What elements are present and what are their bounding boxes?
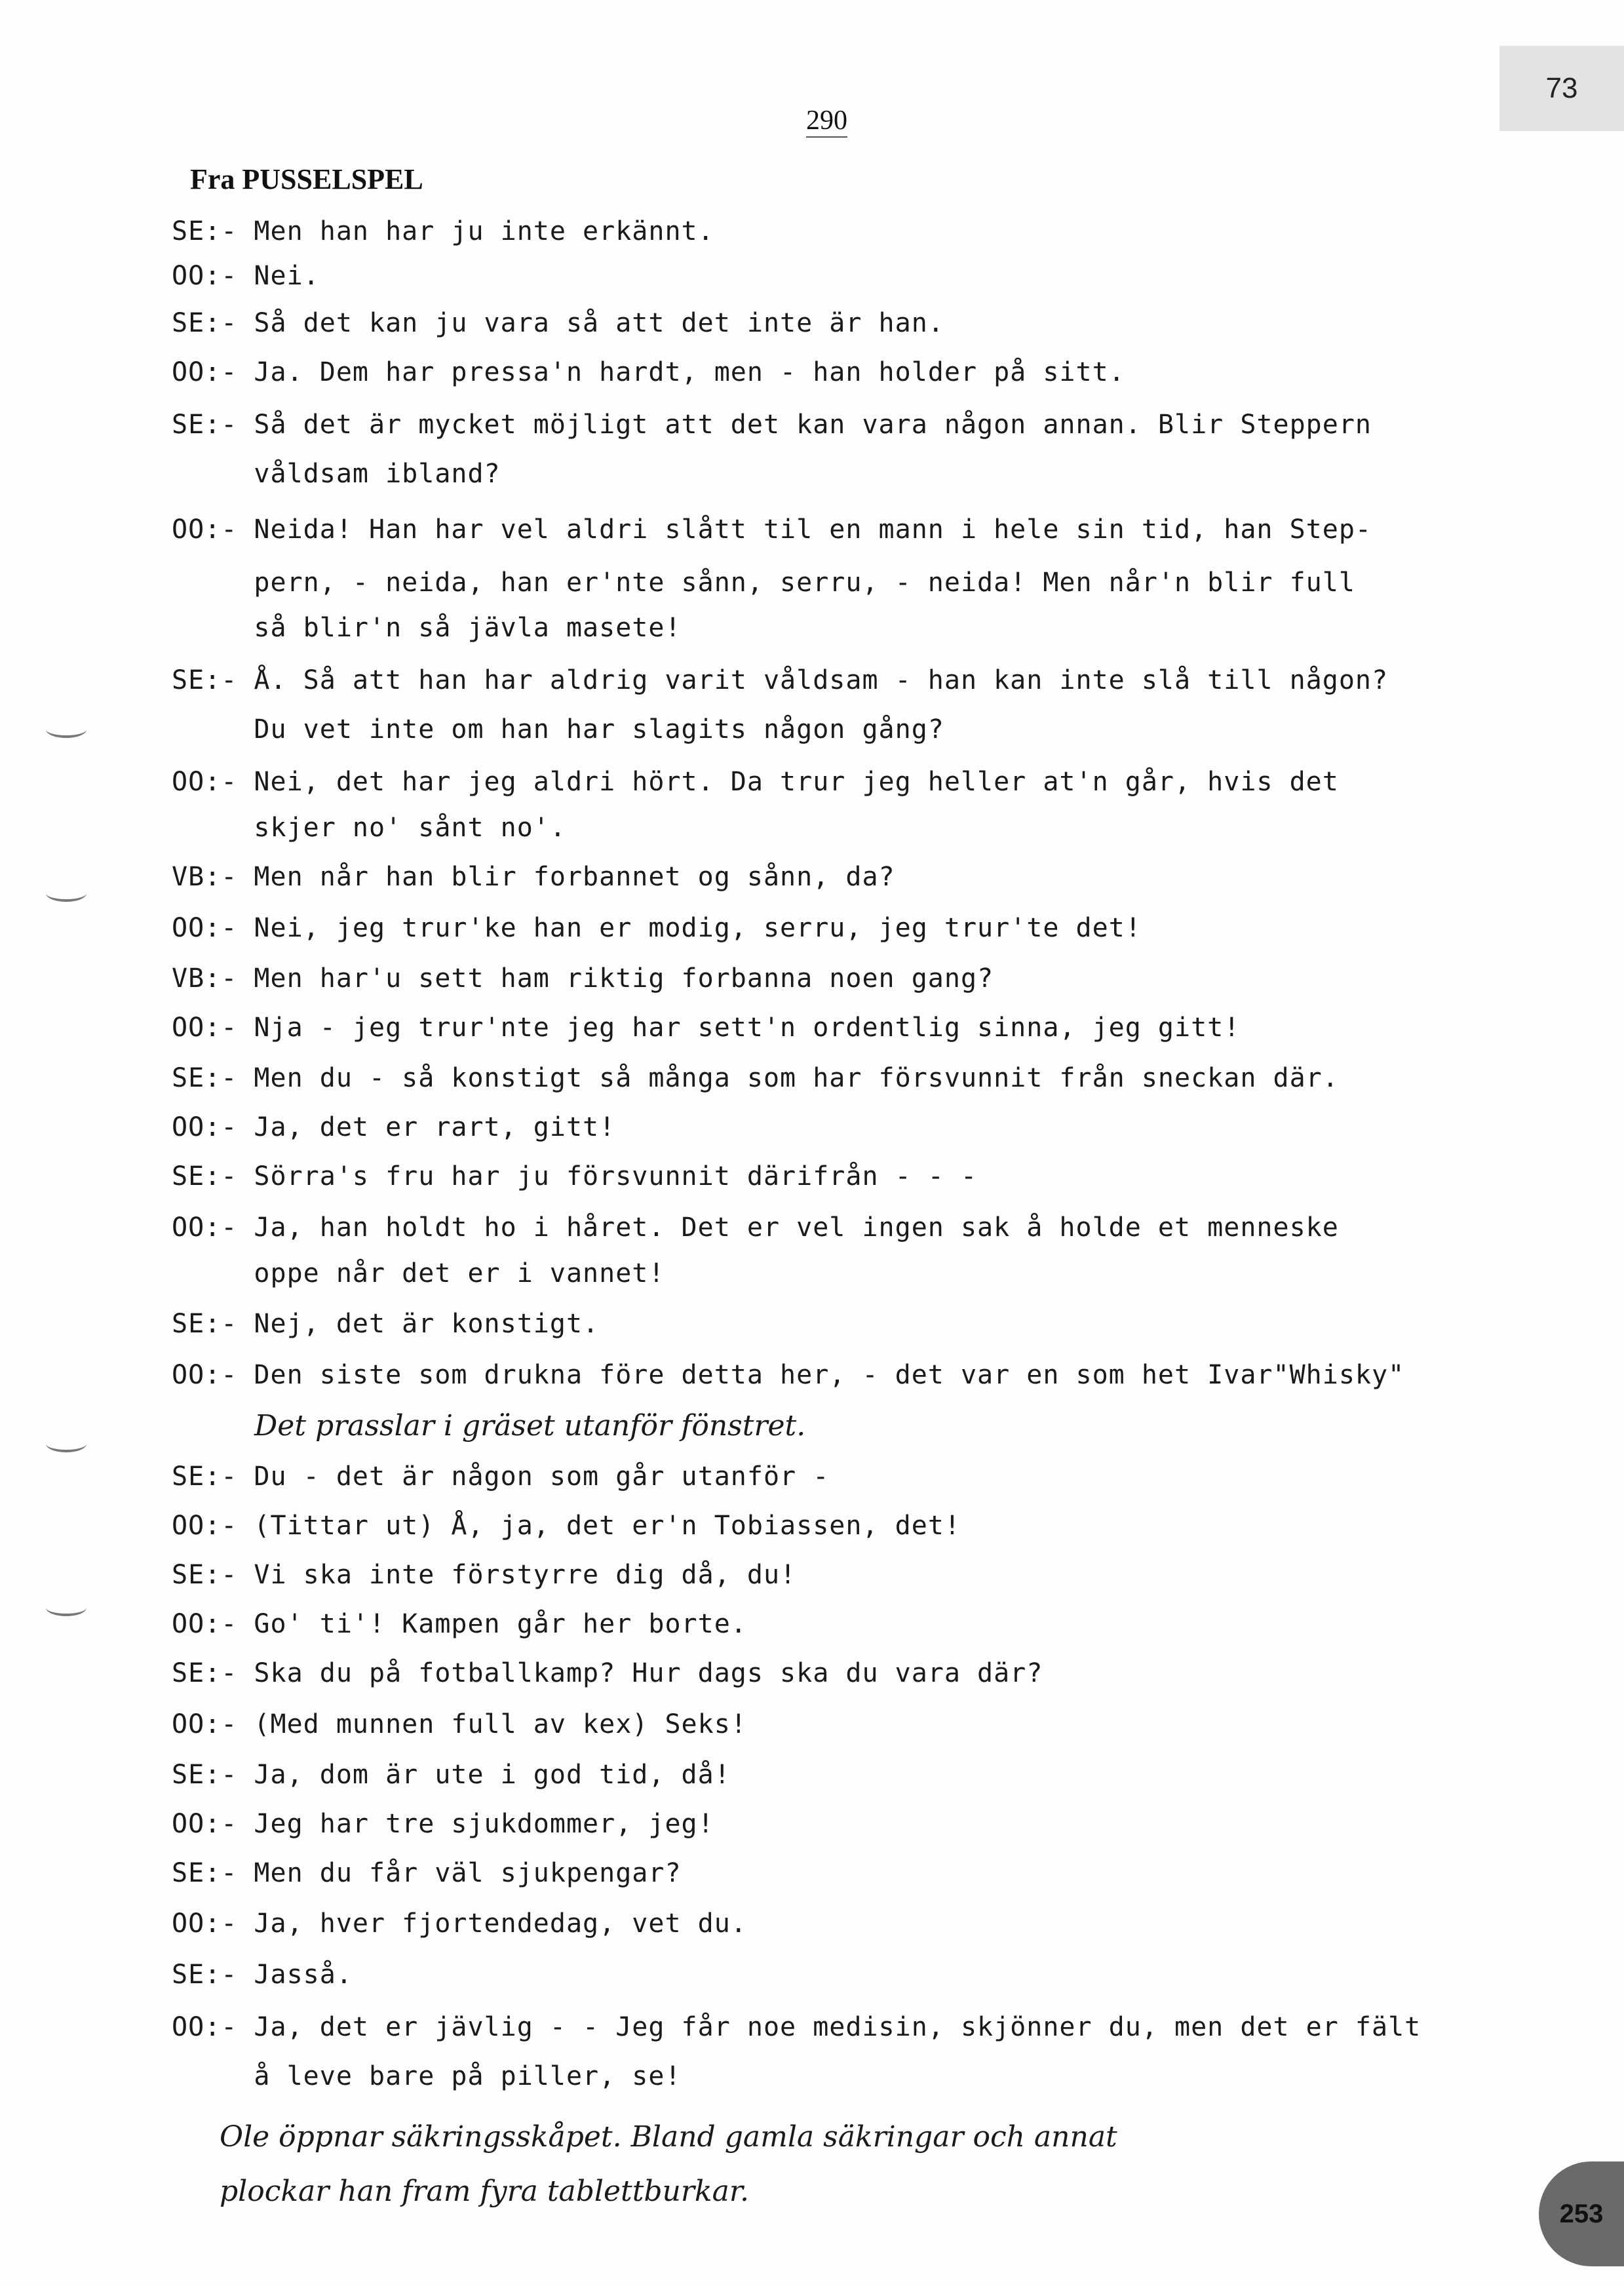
dialogue-line: OO:- Nei.	[172, 261, 320, 291]
dialogue-line: SE:- Ska du på fotballkamp? Hur dags ska du vara där?	[172, 1658, 1043, 1688]
dialogue-line: oppe når det er i vannet!	[172, 1258, 665, 1288]
dialogue-line: SE:- Du - det är någon som går utanför -	[172, 1462, 830, 1492]
dialogue-line: SE:- Men han har ju inte erkännt.	[172, 216, 714, 246]
dialogue-line: SE:- Men du får väl sjukpengar?	[172, 1858, 682, 1888]
binder-hole-mark	[46, 721, 87, 738]
dialogue-line: SE:- Vi ska inte förstyrre dig då, du!	[172, 1560, 797, 1590]
dialogue-line: OO:- Ja, han holdt ho i håret. Det er vel ingen sak å holde et menneske	[172, 1212, 1339, 1243]
dialogue-line: VB:- Men når han blir forbannet og sånn, da?	[172, 862, 895, 892]
stage-direction: Ole öppnar säkringsskåpet. Bland gamla säkringar och annat	[220, 2120, 1117, 2154]
bottom-page-badge	[1539, 2161, 1624, 2266]
dialogue-line: OO:- Nei, jeg trur'ke han er modig, serru, jeg trur'te det!	[172, 913, 1142, 943]
dialogue-line: SE:- Så det är mycket möjligt att det kan vara någon annan. Blir Steppern	[172, 410, 1372, 440]
dialogue-line: OO:- Ja, det er jävlig - - Jeg får noe medisin, skjönner du, men det er fält	[172, 2012, 1421, 2042]
dialogue-line: skjer no' sånt no'.	[172, 813, 566, 843]
dialogue-line: OO:- Ja. Dem har pressa'n hardt, men - han holder på sitt.	[172, 357, 1125, 387]
dialogue-line: VB:- Men har'u sett ham riktig forbanna noen gang?	[172, 963, 994, 994]
dialogue-line: OO:- Go' ti'! Kampen går her borte.	[172, 1609, 747, 1639]
dialogue-line: SE:- Nej, det är konstigt.	[172, 1309, 600, 1339]
dialogue-line: OO:- Ja, det er rart, gitt!	[172, 1112, 616, 1142]
corner-page-tab	[1499, 46, 1624, 131]
dialogue-line: OO:- (Tittar ut) Å, ja, det er'n Tobiassen, det!	[172, 1511, 961, 1541]
stage-direction: plockar han fram fyra tablettburkar.	[220, 2175, 750, 2208]
dialogue-line: SE:- Så det kan ju vara så att det inte är han.	[172, 308, 944, 338]
dialogue-line: OO:- Den siste som drukna före detta her, - det var en som het Ivar"Whisky"	[172, 1360, 1405, 1390]
dialogue-line: OO:- Nja - jeg trur'nte jeg har sett'n ordentlig sinna, jeg gitt!	[172, 1013, 1241, 1043]
dialogue-line: SE:- Ja, dom är ute i god tid, då!	[172, 1760, 731, 1790]
dialogue-line: OO:- Neida! Han har vel aldri slått til en mann i hele sin tid, han Step-	[172, 514, 1372, 545]
dialogue-line: OO:- Ja, hver fjortendedag, vet du.	[172, 1908, 747, 1939]
dialogue-line: så blir'n så jävla masete!	[172, 613, 682, 643]
dialogue-line: OO:- (Med munnen full av kex) Seks!	[172, 1709, 747, 1739]
dialogue-line: pern, - neida, han er'nte sånn, serru, - neida! Men når'n blir full	[172, 568, 1355, 598]
dialogue-line: OO:- Nei, det har jeg aldri hört. Da trur jeg heller at'n går, hvis det	[172, 767, 1339, 797]
dialogue-line: SE:- Men du - så konstigt så många som har försvunnit från sneckan där.	[172, 1063, 1339, 1093]
dialogue-line: SE:- Å. Så att han har aldrig varit våldsam - han kan inte slå till någon?	[172, 665, 1389, 695]
corner-page-number: 73	[1545, 72, 1578, 104]
stage-direction: Det prasslar i gräset utanför fönstret.	[254, 1409, 806, 1443]
dialogue-line: våldsam ibland?	[172, 459, 501, 489]
binder-hole-mark	[46, 885, 87, 902]
dialogue-line: Du vet inte om han har slagits någon gång?	[172, 714, 944, 745]
source-heading: Fra PUSSELSPEL	[190, 163, 423, 195]
binder-hole-mark	[46, 1599, 87, 1616]
binder-hole-mark	[46, 1435, 87, 1452]
dialogue-line: SE:- Sörra's fru har ju försvunnit därifrån - - -	[172, 1161, 978, 1191]
page-number: 290	[806, 105, 847, 138]
dialogue-line: OO:- Jeg har tre sjukdommer, jeg!	[172, 1809, 714, 1839]
bottom-page-number: 253	[1559, 2199, 1604, 2228]
dialogue-line: å leve bare på piller, se!	[172, 2061, 682, 2091]
dialogue-line: SE:- Jasså.	[172, 1960, 353, 1990]
